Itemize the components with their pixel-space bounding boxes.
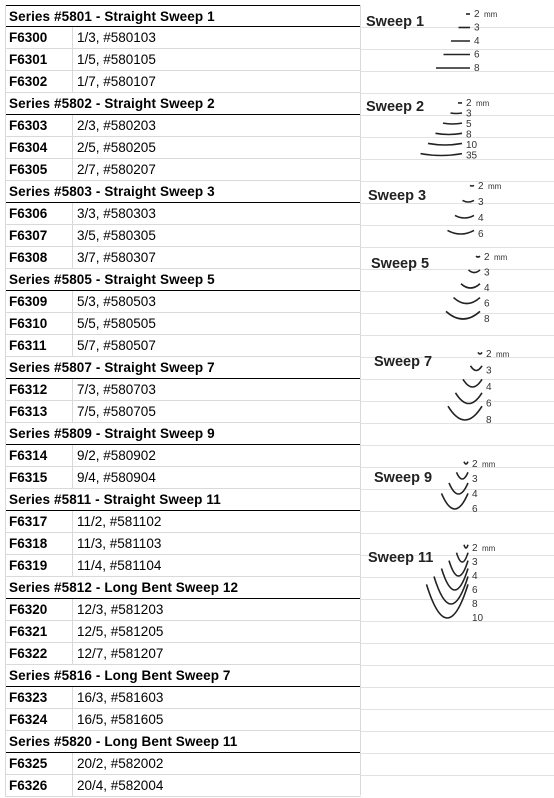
- item-description: 16/3, #581603: [77, 690, 164, 705]
- item-number: F6311: [6, 335, 73, 356]
- item-number: F6303: [6, 115, 73, 136]
- grid-line: [361, 709, 554, 710]
- item-description: 12/5, #581205: [77, 624, 164, 639]
- unit-label: mm: [476, 99, 490, 108]
- grid-line: [361, 555, 554, 556]
- table-row: [6, 379, 361, 401]
- item-description: 9/4, #580904: [77, 470, 156, 485]
- grid-line: [361, 291, 554, 292]
- series-header: Series #5820 - Long Bent Sweep 11: [6, 731, 361, 753]
- grid-line: [361, 357, 554, 358]
- item-description: 11/3, #581103: [77, 536, 162, 551]
- item-number: F6306: [6, 203, 73, 224]
- width-label: 8: [474, 63, 480, 74]
- series-header: Series #5809 - Straight Sweep 9: [6, 423, 361, 445]
- item-description: 7/3, #580703: [77, 382, 156, 397]
- grid-line: [361, 313, 554, 314]
- diagram-column: [360, 5, 554, 795]
- unit-label: mm: [496, 350, 510, 359]
- item-description: 3/3, #580303: [77, 206, 156, 221]
- grid-line: [361, 489, 554, 490]
- item-description: 3/5, #580305: [77, 228, 156, 243]
- item-description: 12/7, #581207: [77, 646, 164, 661]
- grid-line: [361, 379, 554, 380]
- item-number: F6312: [6, 379, 73, 400]
- sweep-title: Sweep 3: [368, 188, 427, 204]
- grid-line: [361, 49, 554, 50]
- width-label: 6: [478, 229, 484, 240]
- grid-line: [361, 621, 554, 622]
- product-table: [5, 5, 361, 797]
- table-row: [6, 687, 361, 709]
- item-number: F6305: [6, 159, 73, 180]
- width-label: 3: [478, 197, 484, 208]
- item-number: F6314: [6, 445, 73, 466]
- width-label: 2: [466, 98, 472, 109]
- grid-line: [361, 93, 554, 94]
- item-number: F6313: [6, 401, 73, 422]
- item-description: 2/5, #580205: [77, 140, 156, 155]
- width-label: 5: [466, 119, 472, 130]
- grid-line: [361, 269, 554, 270]
- table-row: [6, 643, 361, 665]
- width-label: 3: [474, 22, 480, 34]
- grid-line: [361, 577, 554, 578]
- table-row: [6, 753, 361, 775]
- width-label: 2: [472, 543, 478, 554]
- grid-line: [361, 181, 554, 182]
- table-row: [6, 401, 361, 423]
- item-number: F6302: [6, 71, 73, 92]
- width-label: 2: [474, 9, 480, 20]
- grid-line: [361, 27, 554, 28]
- width-label: 4: [472, 489, 478, 500]
- width-label: 2: [484, 252, 490, 263]
- item-number: F6326: [6, 775, 73, 796]
- item-number: F6323: [6, 687, 73, 708]
- table-row: [6, 71, 361, 93]
- table-row: [6, 775, 361, 797]
- grid-line: [361, 115, 554, 116]
- item-description: 7/5, #580705: [77, 404, 156, 419]
- width-label: 3: [466, 108, 472, 120]
- unit-label: mm: [484, 10, 498, 19]
- width-label: 8: [486, 415, 492, 426]
- width-label: 10: [472, 613, 484, 624]
- width-label: 4: [486, 382, 492, 393]
- grid-line: [361, 687, 554, 688]
- grid-line: [361, 335, 554, 336]
- grid-line: [361, 71, 554, 72]
- item-number: F6308: [6, 247, 73, 268]
- item-description: 20/4, #582004: [77, 778, 164, 793]
- width-label: 4: [472, 571, 478, 582]
- item-number: F6304: [6, 137, 73, 158]
- grid-line: [361, 775, 554, 776]
- grid-line: [361, 533, 554, 534]
- series-header: Series #5812 - Long Bent Sweep 12: [6, 577, 361, 599]
- item-description: 1/5, #580105: [77, 52, 156, 67]
- item-number: F6307: [6, 225, 73, 246]
- grid-line: [361, 137, 554, 138]
- sweep-title: Sweep 11: [368, 550, 434, 566]
- table-row: [6, 27, 361, 49]
- width-label: 6: [486, 398, 492, 410]
- grid-line: [361, 159, 554, 160]
- table-row: [6, 709, 361, 731]
- width-label: 6: [474, 49, 480, 61]
- item-number: F6317: [6, 511, 73, 532]
- table-row: [6, 621, 361, 643]
- series-header: Series #5803 - Straight Sweep 3: [6, 181, 361, 203]
- item-number: F6310: [6, 313, 73, 334]
- width-label: 6: [484, 298, 490, 310]
- item-description: 5/7, #580507: [77, 338, 156, 353]
- table-row: [6, 49, 361, 71]
- sweep-title: Sweep 1: [366, 14, 425, 30]
- series-header: Series #5807 - Straight Sweep 7: [6, 357, 361, 379]
- grid-line: [361, 731, 554, 732]
- item-number: F6324: [6, 709, 73, 730]
- item-description: 1/3, #580103: [77, 30, 156, 45]
- sweep-title: Sweep 5: [371, 256, 430, 272]
- item-description: 16/5, #581605: [77, 712, 164, 727]
- width-label: 2: [486, 349, 492, 360]
- table-row: [6, 511, 361, 533]
- unit-label: mm: [494, 253, 508, 262]
- item-description: 2/3, #580203: [77, 118, 156, 133]
- width-label: 10: [466, 140, 478, 151]
- item-number: F6315: [6, 467, 73, 488]
- item-number: F6320: [6, 599, 73, 620]
- table-row: [6, 467, 361, 489]
- width-label: 3: [484, 267, 490, 279]
- item-description: 20/2, #582002: [77, 756, 164, 771]
- item-description: 2/7, #580207: [77, 162, 156, 177]
- item-number: F6325: [6, 753, 73, 774]
- item-number: F6301: [6, 49, 73, 70]
- table-row: [6, 291, 361, 313]
- grid-line: [361, 203, 554, 204]
- unit-label: mm: [482, 544, 496, 553]
- item-number: F6319: [6, 555, 73, 576]
- table-row: [6, 599, 361, 621]
- grid-line: [361, 401, 554, 402]
- item-description: 5/5, #580505: [77, 316, 156, 331]
- sweep-title: Sweep 9: [374, 470, 433, 486]
- grid-line: [361, 511, 554, 512]
- grid-line: [361, 467, 554, 468]
- sweep-title: Sweep 2: [366, 99, 425, 115]
- width-label: 3: [472, 474, 478, 485]
- unit-label: mm: [482, 460, 496, 469]
- table-row: [6, 335, 361, 357]
- table-row: [6, 445, 361, 467]
- table-row: [6, 159, 361, 181]
- series-header: Series #5816 - Long Bent Sweep 7: [6, 665, 361, 687]
- width-label: 8: [484, 314, 490, 325]
- table-row: [6, 247, 361, 269]
- width-label: 4: [478, 213, 484, 224]
- table-row: [6, 555, 361, 577]
- grid-line: [361, 445, 554, 446]
- width-label: 2: [472, 459, 478, 470]
- width-label: 4: [474, 36, 480, 47]
- grid-line: [361, 643, 554, 644]
- item-number: F6322: [6, 643, 73, 664]
- grid-line: [361, 665, 554, 666]
- grid-line: [361, 423, 554, 424]
- series-header: Series #5805 - Straight Sweep 5: [6, 269, 361, 291]
- item-description: 12/3, #581203: [77, 602, 164, 617]
- table-row: [6, 137, 361, 159]
- grid-line: [361, 247, 554, 248]
- item-description: 3/7, #580307: [77, 250, 156, 265]
- item-number: F6321: [6, 621, 73, 642]
- table-row: [6, 203, 361, 225]
- item-description: 11/2, #581102: [77, 514, 162, 529]
- table-row: [6, 225, 361, 247]
- series-header: Series #5811 - Straight Sweep 11: [6, 489, 361, 511]
- table-row: [6, 115, 361, 137]
- grid-line: [361, 753, 554, 754]
- unit-label: mm: [488, 182, 502, 191]
- width-label: 4: [484, 283, 490, 294]
- width-label: 3: [486, 365, 492, 377]
- width-label: 3: [472, 557, 478, 568]
- table-row: [6, 313, 361, 335]
- item-number: F6300: [6, 27, 73, 48]
- series-header: Series #5801 - Straight Sweep 1: [6, 5, 361, 27]
- sweep-title: Sweep 7: [374, 354, 433, 370]
- width-label: 2: [478, 181, 484, 192]
- series-header: Series #5802 - Straight Sweep 2: [6, 93, 361, 115]
- item-number: F6309: [6, 291, 73, 312]
- table-row: [6, 533, 361, 555]
- item-description: 9/2, #580902: [77, 448, 156, 463]
- width-label: 8: [466, 129, 472, 141]
- grid-line: [361, 225, 554, 226]
- width-label: 6: [472, 585, 478, 596]
- item-description: 5/3, #580503: [77, 294, 156, 309]
- item-description: 11/4, #581104: [77, 558, 162, 573]
- item-description: 1/7, #580107: [77, 74, 156, 89]
- width-label: 6: [472, 504, 478, 515]
- width-label: 8: [472, 599, 478, 610]
- grid-line: [361, 599, 554, 600]
- width-label: 35: [466, 150, 478, 162]
- item-number: F6318: [6, 533, 73, 554]
